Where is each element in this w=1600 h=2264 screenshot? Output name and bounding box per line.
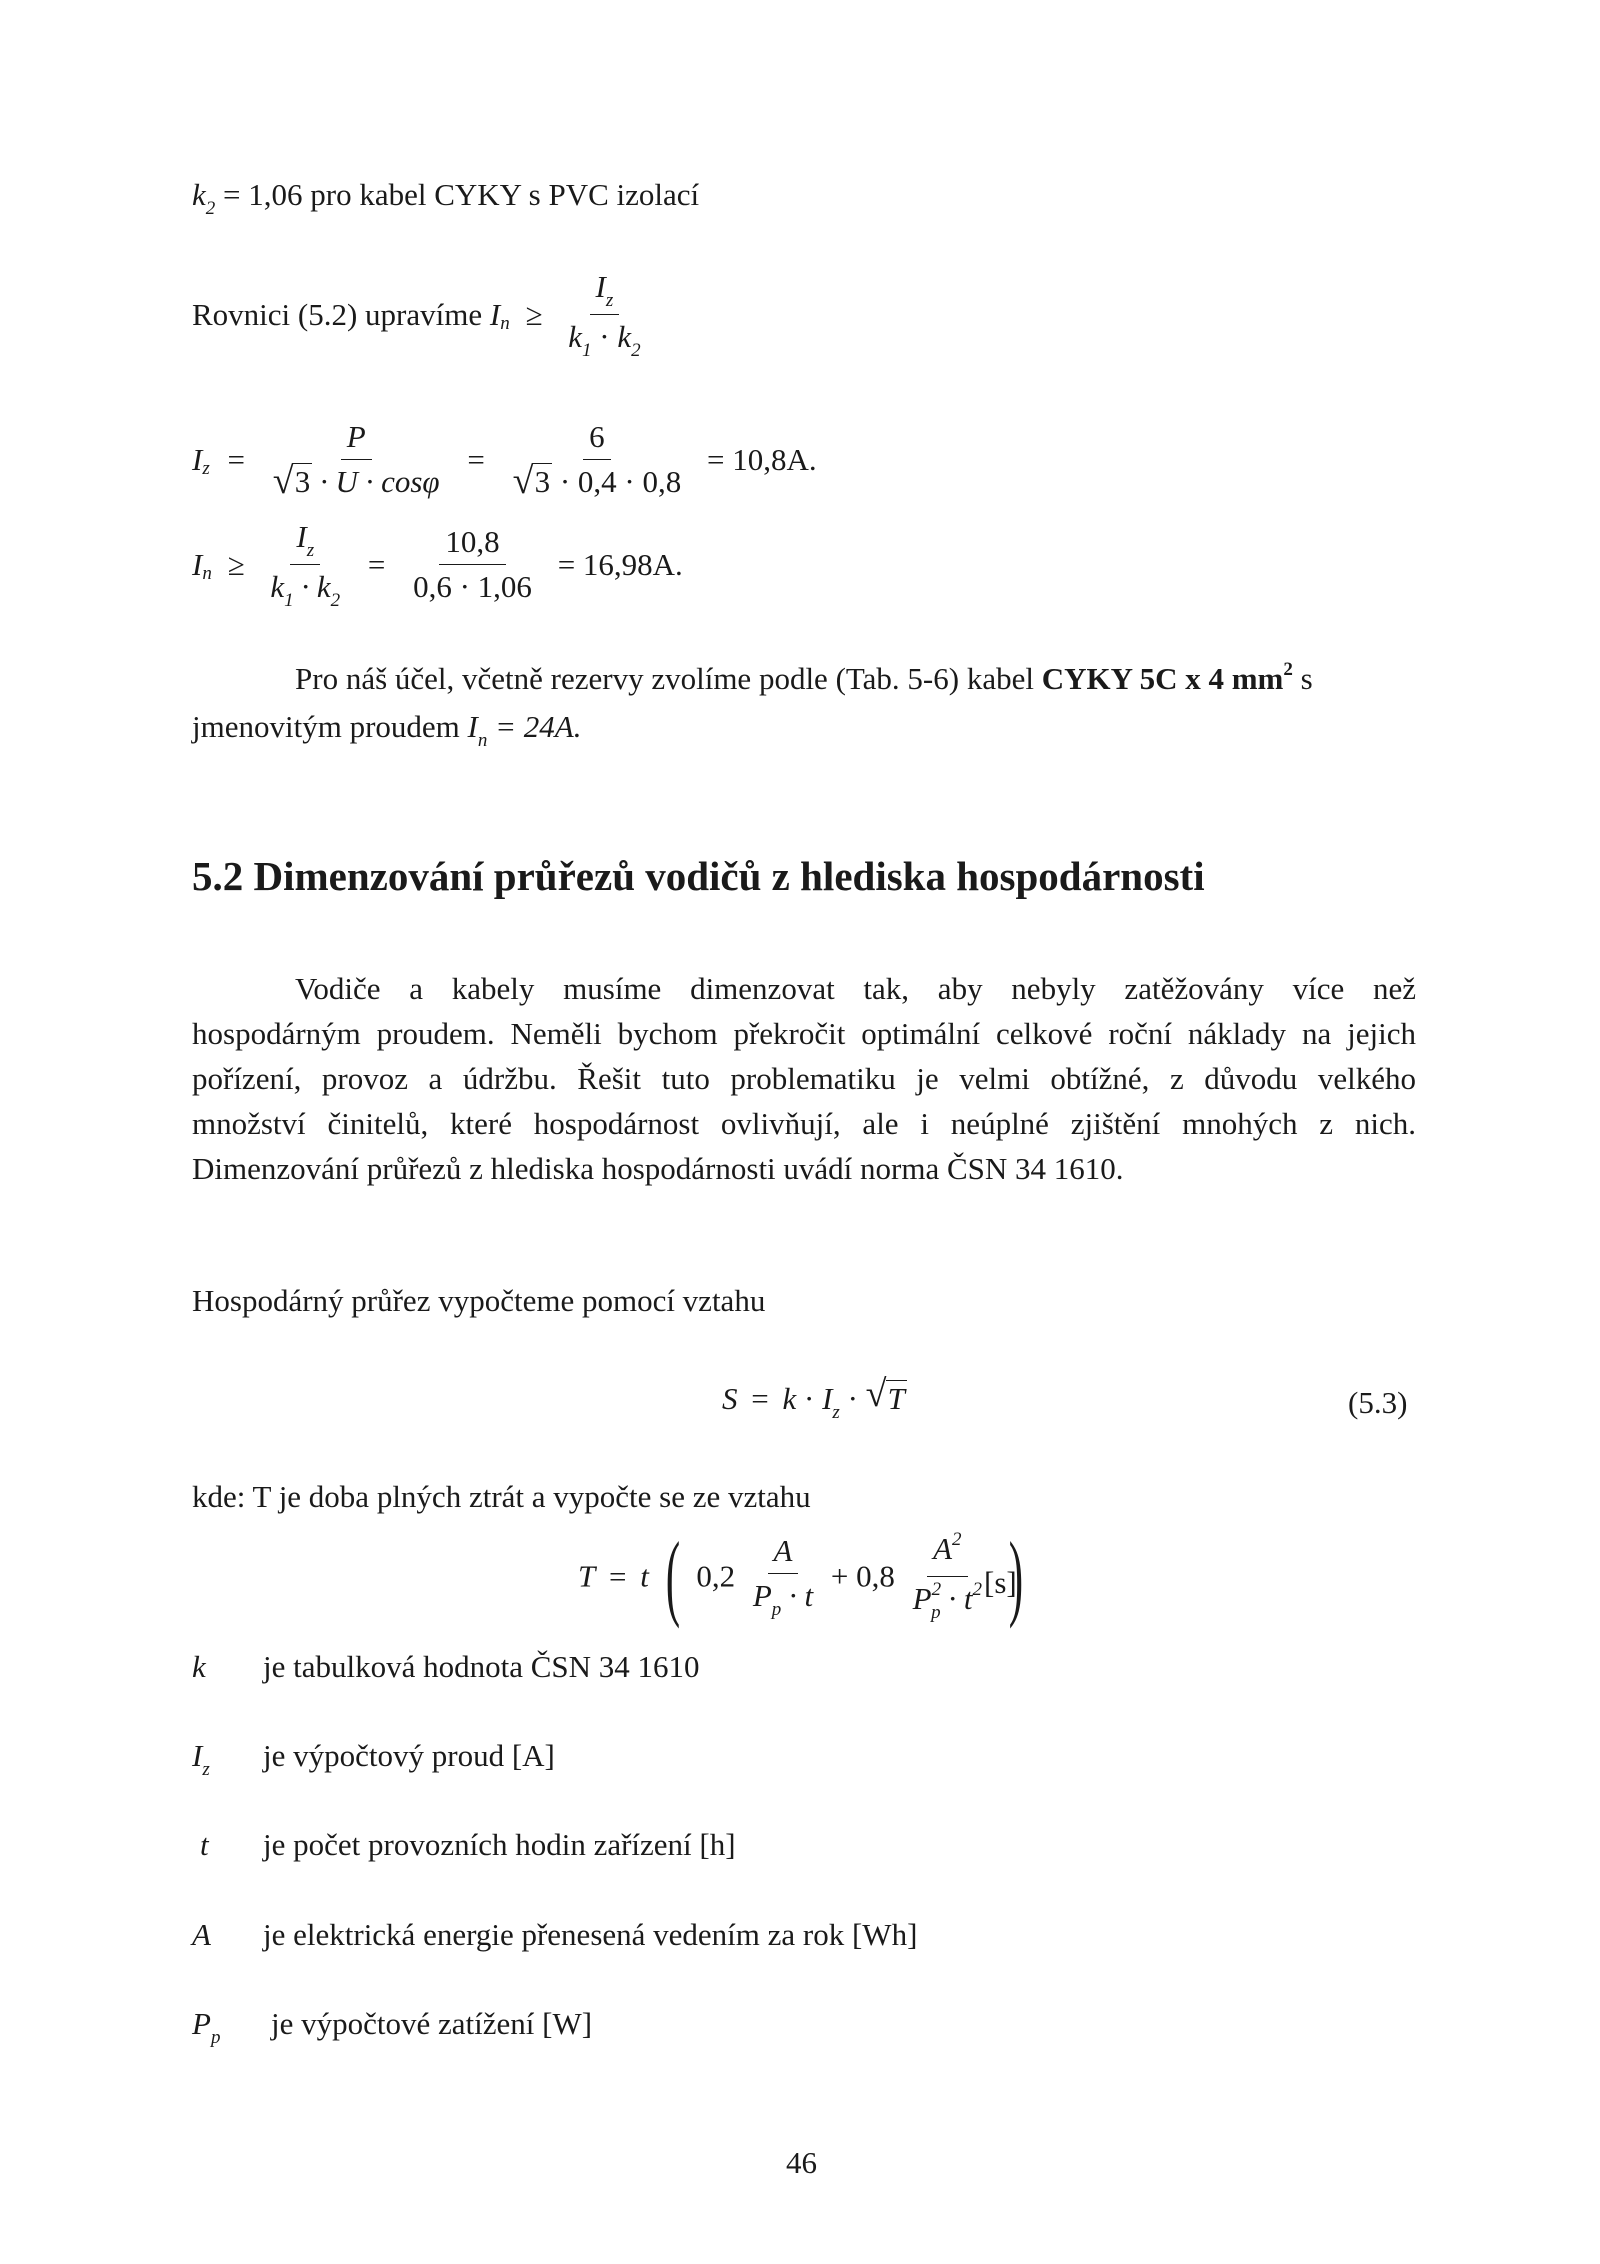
equation-rearrange — [192, 268, 651, 361]
equation-t — [578, 1522, 1032, 1629]
body-paragraph — [192, 966, 1416, 1191]
t-lhs: T — [578, 1558, 596, 1594]
t-f2-num-sup: 2 — [952, 1528, 962, 1550]
t-f2-num-A: A — [933, 1530, 952, 1566]
iz-f1-sqrt: 3 — [294, 464, 311, 499]
t-paren-close: ) — [1008, 1522, 1023, 1629]
legend-symbol: t — [200, 1827, 209, 1862]
num-sub: z — [605, 290, 614, 311]
iz-eq2: = — [467, 442, 485, 477]
t-c1: 0,2 — [696, 1558, 736, 1594]
legend-symbol: k — [192, 1649, 206, 1684]
in-fraction-1 — [264, 518, 346, 611]
choice-text: Pro náš účel, včetně rezervy zvolíme podle (Tab. 5-6) kabel — [295, 661, 1042, 696]
in-f2-num: 10,8 — [439, 523, 505, 565]
t-f1-den-rest: · t — [781, 1578, 814, 1613]
legend-symbol: P — [192, 2006, 211, 2041]
iz-f2-sqrt: 3 — [534, 464, 551, 499]
t-plus: + — [830, 1558, 849, 1594]
choice-line-1 — [295, 656, 1313, 706]
iz-f1-den-rest: · U · cosφ — [319, 464, 440, 499]
t-f2-den-sub: p — [931, 1601, 941, 1623]
rearrange-denominator — [562, 315, 646, 361]
rearrange-operator: ≥ — [525, 297, 543, 332]
iz-f1-num: P — [341, 418, 372, 460]
in-f1-den-k: k — [270, 569, 285, 604]
legend-row — [192, 2001, 592, 2051]
t-eq: = — [609, 1558, 627, 1594]
in-f1-den-sub2: 2 — [330, 590, 341, 611]
rearrange-numerator — [590, 268, 620, 315]
s-sqrt-arg: T — [887, 1381, 905, 1416]
s-I-sub: z — [832, 1402, 840, 1423]
equation-number: (5.3) — [1348, 1385, 1408, 1420]
paragraph-line-4: množství činitelů, které hospodárnost ovlivňují, ale i neúplné zjištění mnohých z nich. — [192, 1106, 1416, 1141]
rearrange-fraction — [562, 268, 646, 361]
t-f2-den-rest: · t — [940, 1580, 973, 1616]
choice-var: I — [467, 709, 478, 744]
t-f2-den — [907, 1577, 988, 1623]
iz-fraction-1 — [267, 418, 446, 501]
legend-symbol: A — [192, 1917, 211, 1952]
t-f2-den-rest-sup: 2 — [972, 1578, 982, 1600]
legend-description: je elektrická energie přenesená vedením za rok [Wh] — [263, 1917, 918, 1952]
t-f1-den-sub: p — [771, 1599, 782, 1620]
in-f1-num-sub: z — [306, 540, 315, 561]
rearrange-lhs-sub: n — [500, 313, 510, 334]
s-eq: = — [751, 1381, 769, 1416]
in-f1-num-I: I — [296, 519, 307, 554]
equation-iz — [192, 418, 817, 501]
legend-row — [192, 1644, 700, 1694]
page-number: 46 — [786, 2145, 817, 2180]
iz-f2-den-rest: · 0,4 · 0,8 — [559, 464, 682, 499]
legend-symbol-sub: p — [210, 2027, 221, 2048]
legend-symbol: I — [192, 1738, 203, 1773]
t-fraction-2 — [907, 1530, 988, 1623]
t-c2: 0,8 — [856, 1558, 895, 1594]
k2-subscript: 2 — [205, 198, 216, 219]
den-k2-sub: 2 — [631, 340, 641, 361]
iz-lhs: I — [192, 442, 203, 477]
s-dot2: · — [847, 1381, 858, 1416]
cable-sup: 2 — [1283, 659, 1293, 680]
cable-type: CYKY 5C x 4 mm — [1041, 661, 1284, 696]
equation-s: $S = k \cdot I_z$ · √ T — [722, 1373, 905, 1423]
s-k: k — [782, 1381, 797, 1416]
s-dot1: · — [804, 1381, 815, 1416]
legend-row — [192, 1822, 736, 1872]
choice-sub: n — [477, 730, 488, 751]
intro-text: Hospodárný průřez vypočteme pomocí vztahu — [192, 1283, 766, 1318]
t-f2-num — [927, 1530, 967, 1577]
in-f1-den-sub1: 1 — [284, 590, 294, 611]
legend-description: je tabulková hodnota ČSN 34 1610 — [263, 1649, 700, 1684]
in-f1-den — [264, 565, 346, 611]
den-k1-sub: 1 — [582, 340, 592, 361]
s-lhs: S — [722, 1381, 738, 1416]
iz-f2-num: 6 — [583, 418, 611, 460]
t-f1-den-P: P — [752, 1578, 772, 1613]
in-op: ≥ — [227, 547, 245, 582]
t-unit: [s] — [984, 1565, 1017, 1600]
legend-row — [192, 1912, 917, 1962]
k2-description: pro kabel CYKY s PVC izolací — [310, 177, 700, 212]
t-f2-den-P: P — [912, 1580, 932, 1616]
k2-definition — [192, 172, 699, 222]
legend-description: je výpočtové zatížení [W] — [271, 2006, 593, 2041]
t-fraction-1 — [747, 1532, 819, 1620]
in-fraction-2 — [407, 523, 538, 606]
section-heading: 5.2 Dimenzování průřezů vodičů z hlediska hospodárnosti — [192, 853, 1205, 899]
equation-in — [192, 518, 683, 611]
in-result: = 16,98A. — [557, 547, 683, 582]
den-k1: k — [568, 319, 582, 354]
paragraph-line-1: Vodiče a kabely musíme dimenzovat tak, aby nebyly zatěžovány více než — [295, 971, 1416, 1006]
t-f1-num: A — [768, 1532, 799, 1574]
rearrange-text: Rovnici (5.2) upravíme — [192, 297, 490, 332]
choice-value: = 24A. — [487, 709, 582, 744]
legend-symbol-sub: z — [202, 1759, 210, 1780]
iz-lhs-sub: z — [202, 458, 210, 479]
kde-text: kde: T je doba plných ztrát a vypočte se ze vztahu — [192, 1479, 811, 1514]
in-lhs-sub: n — [202, 563, 212, 584]
paragraph-line-5: Dimenzování průřezů z hlediska hospodárnosti uvádí norma ČSN 34 1610. — [192, 1151, 1124, 1186]
choice-line-2 — [192, 704, 581, 754]
paragraph-line-2: hospodárným proudem. Neměli bychom překročit optimální celkové roční náklady na jejich — [192, 1016, 1416, 1051]
paragraph-line-3: pořízení, provoz a údržbu. Řešit tuto problematiku je velmi obtížné, z důvodu velkého — [192, 1061, 1416, 1096]
iz-f2-den: √ 3 · 0,4 · 0,8 — [512, 460, 682, 502]
num-I: I — [595, 269, 606, 304]
in-f1-den-mid: · k — [293, 569, 331, 604]
den-k2: k — [617, 319, 632, 354]
legend-row — [192, 1733, 555, 1783]
rearrange-lhs: I — [489, 297, 501, 332]
choice-end: s — [1292, 661, 1313, 696]
s-I: I — [822, 1381, 833, 1416]
in-f2-den: 0,6 · 1,06 — [413, 569, 532, 604]
t-f1-den — [747, 1574, 819, 1620]
k2-value: = 1,06 — [215, 177, 311, 212]
in-f1-num — [290, 518, 320, 565]
k2-symbol: k — [192, 177, 206, 212]
t-f2-den-sup: 2 — [931, 1578, 942, 1600]
legend-description: je výpočtový proud [A] — [263, 1738, 555, 1773]
iz-f1-den: √ 3 · U · cosφ — [272, 460, 440, 502]
legend-description: je počet provozních hodin zařízení [h] — [263, 1827, 736, 1862]
iz-result: = 10,8A. — [706, 442, 817, 477]
iz-fraction-2 — [507, 418, 688, 501]
den-dot: · — [599, 319, 610, 354]
iz-eq1: = — [227, 442, 245, 477]
in-lhs: I — [192, 547, 203, 582]
in-eq: = — [367, 547, 386, 582]
choice-line2-text: jmenovitým proudem — [192, 709, 468, 744]
t-paren-open: ( — [665, 1522, 680, 1629]
t-t: t — [640, 1558, 649, 1594]
